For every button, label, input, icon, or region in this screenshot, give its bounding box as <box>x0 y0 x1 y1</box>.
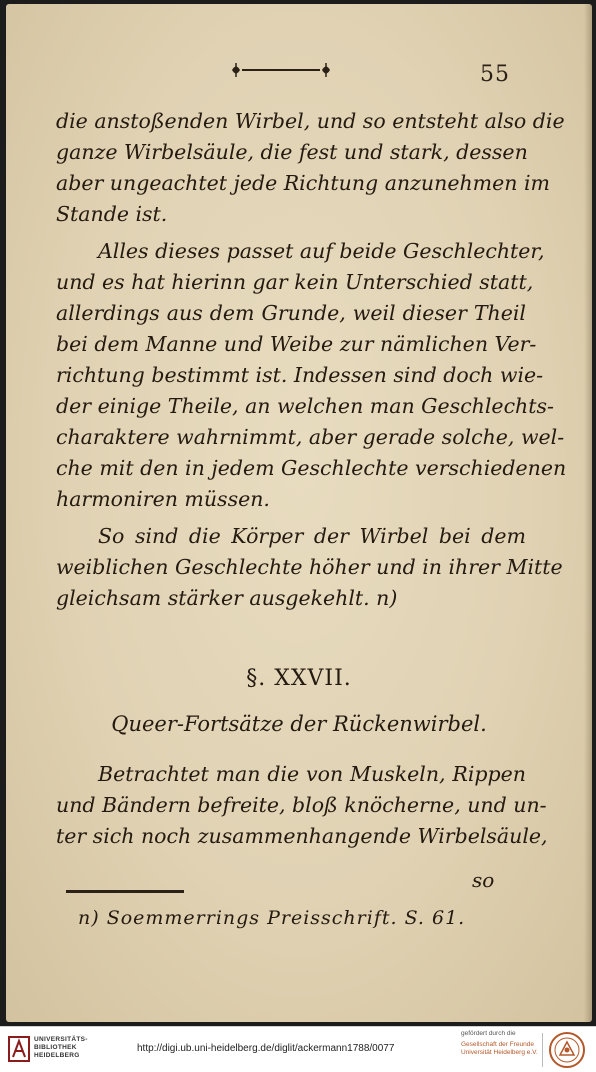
text-line: bei dem Manne und Weibe zur nämlichen Ver- <box>56 332 537 356</box>
text-line: allerdings aus dem Grunde, weil dieser Theil <box>56 301 526 325</box>
paragraph-3 <box>56 521 563 614</box>
viewer-footer <box>0 1026 596 1072</box>
university-library-logo-icon[interactable] <box>8 1035 30 1063</box>
text-line: So sind die Körper der Wirbel bei dem <box>98 524 526 548</box>
library-name-line: UNIVERSITÄTS- <box>34 1036 88 1043</box>
sponsor-name[interactable] <box>461 1041 538 1057</box>
paragraph-1 <box>56 106 565 230</box>
footnote-divider <box>66 890 184 893</box>
library-name[interactable] <box>34 1036 88 1060</box>
ornament-icon <box>228 60 334 80</box>
text-line: Alles dieses passet auf beide Geschlechter, <box>98 239 545 263</box>
text-line: Betrachtet man die von Muskeln, Rippen <box>98 762 526 786</box>
text-line: die anstoßenden Wirbel, und so entsteht also die <box>56 109 565 133</box>
text-line: ganze Wirbelsäule, die fest und stark, dessen <box>56 140 528 164</box>
footnote: n) Soemmerrings Preisschrift. S. 61. <box>78 907 466 929</box>
text-line: richtung bestimmt ist. Indessen sind doch wie- <box>56 363 544 387</box>
text-line: aber ungeachtet jede Richtung anzunehmen im <box>56 171 550 195</box>
sponsor-label: gefördert durch die <box>461 1030 516 1037</box>
text-line: che mit den in jedem Geschlechte verschiedenen <box>56 456 567 480</box>
book-page <box>6 4 592 1022</box>
text-line: und es hat hierinn gar kein Unterschied statt, <box>56 270 534 294</box>
section-text <box>56 759 548 852</box>
sponsor-name-line: Universität Heidelberg e.V. <box>461 1049 538 1056</box>
library-name-line: BIBLIOTHEK <box>34 1044 77 1051</box>
text-line: Stande ist. <box>56 202 168 226</box>
text-line: ter sich noch zusammenhangende Wirbelsäule, <box>56 824 548 848</box>
university-seal-icon[interactable] <box>548 1031 586 1069</box>
main-text <box>56 106 567 614</box>
page-number: 55 <box>480 62 510 87</box>
text-line: der einige Theile, an welchen man Geschlechts- <box>56 394 554 418</box>
text-line: gleichsam stärker ausgekehlt. n) <box>56 586 398 610</box>
page-edge-shadow <box>584 4 592 1022</box>
library-name-line: HEIDELBERG <box>34 1052 80 1059</box>
paragraph-2 <box>56 236 567 515</box>
catchword: so <box>472 868 495 892</box>
permalink-url[interactable]: http://digi.ub.uni-heidelberg.de/diglit/ackermann1788/0077 <box>137 1043 395 1054</box>
text-line: charaktere wahrnimmt, aber gerade solche, wel- <box>56 425 565 449</box>
section-heading: §. XXVII. <box>246 666 352 691</box>
sponsor-name-line: Gesellschaft der Freunde <box>461 1041 534 1048</box>
text-line: weiblichen Geschlechte höher und in ihrer Mitte <box>56 555 563 579</box>
text-line: harmoniren müssen. <box>56 487 270 511</box>
text-line: und Bändern befreite, bloß knöcherne, und un- <box>56 793 547 817</box>
section-title: Queer-Fortsätze der Rückenwirbel. <box>111 712 487 736</box>
footer-divider <box>542 1033 543 1067</box>
